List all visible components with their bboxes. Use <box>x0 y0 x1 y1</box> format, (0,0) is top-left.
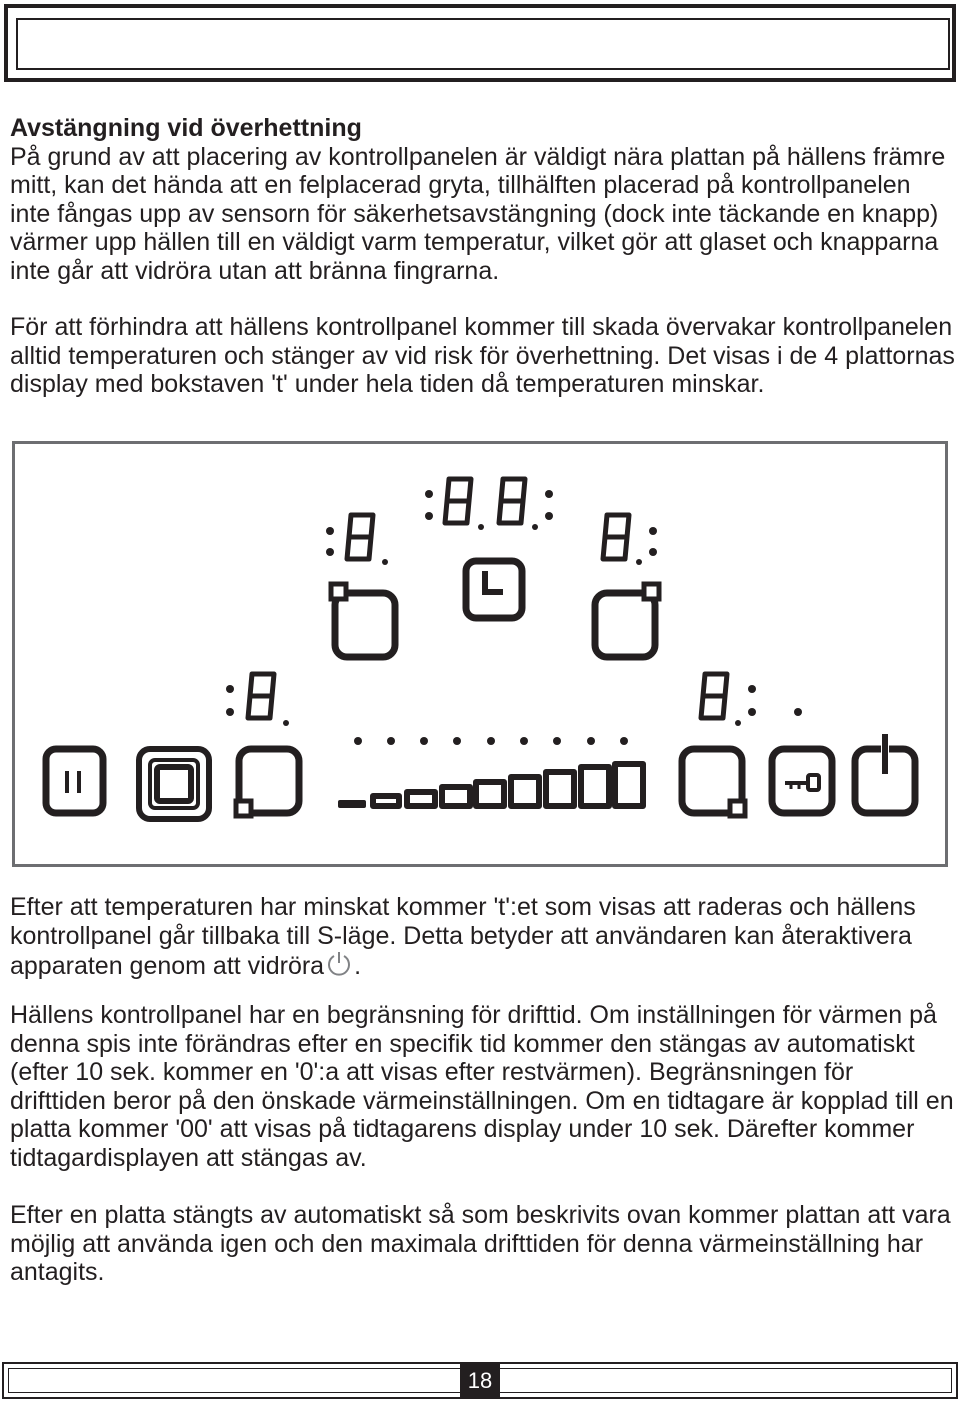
zone-rear-right-icon[interactable] <box>595 584 659 657</box>
zone-rear-left-icon[interactable] <box>331 584 395 657</box>
display-rear-left <box>326 515 388 565</box>
power-level-slider[interactable] <box>340 764 643 806</box>
section-heading: Avstängning vid överhettning <box>10 114 362 142</box>
page-number: 18 <box>460 1362 500 1399</box>
display-front-left <box>226 674 289 726</box>
section-reactivation <box>10 893 955 981</box>
timer-clock-icon[interactable] <box>466 561 522 618</box>
paragraph-reactivation <box>10 893 955 981</box>
control-panel-drawing <box>15 444 951 870</box>
header-inner-frame <box>16 18 950 70</box>
zone-front-right-icon[interactable] <box>682 749 745 816</box>
paragraph-temperature-monitoring: För att förhindra att hällens kontrollpanel kommer till skada övervakar kontrollpanelen alltid temperaturen och stänger av vid risk för överhettning. Det visas i de 4 plattornas display med bokstaven 't' under hela tiden då temperaturen minskar. <box>10 313 955 399</box>
section-restart <box>10 1201 955 1287</box>
pause-icon[interactable] <box>46 749 103 813</box>
header-frame <box>4 4 956 82</box>
paragraph-operating-time-limit: Hällens kontrollpanel har en begränsning för drifttid. Om inställningen för värmen på denna spis inte förändras efter en specifik tid kommer den stängas av automatiskt (efter 10 sek. kommer en '0':a att visas efter restvärmen). Begränsningen för drifttiden beror på den önskade värmeinställningen. Om en tidtagare är kopplad till en platta kommer '00' att visas på tidtagarens display under 10 sek. Därefter kommer tidtagardisplayen att stängas av. <box>10 1001 954 1172</box>
bridge-zone-icon[interactable] <box>139 749 209 819</box>
paragraph-restart: Efter en platta stängts av automatiskt så som beskrivits ovan kommer plattan att vara möjlig att använda igen och den maximala drifttiden för denna värmeinställning har antagits. <box>10 1201 951 1287</box>
paragraph-reactivation-text: Efter att temperaturen har minskat kommer 't':et som visas att raderas och hällens kontrollpanel går tillbaka till S-läge. Detta betyder att användaren kan återaktivera apparaten genom att vidröra <box>10 893 916 981</box>
control-panel-illustration <box>12 441 948 867</box>
key-lock-icon[interactable] <box>772 749 832 813</box>
power-icon[interactable] <box>855 734 915 813</box>
paragraph-overheating-cause: På grund av att placering av kontrollpanelen är väldigt nära plattan på hällens främre mitt, kan det hända att en felplacerad gryta, tillhälften placerad på kontrollpanelen inte fångas upp av sensorn för säkerhetsavstängning (dock inte täckande en knapp) värmer upp hällen till en väldigt varm temperatur, vilket gör att glaset och knapparna inte går att vidröra utan att bränna fingrarna. <box>10 142 946 285</box>
slider-level-dots <box>354 737 628 745</box>
display-timer <box>425 479 553 530</box>
paragraph-reactivation-end: . <box>354 952 362 981</box>
display-front-right <box>701 674 802 726</box>
display-rear-right <box>603 515 657 565</box>
section-time-limit <box>10 1001 955 1173</box>
zone-front-left-icon[interactable] <box>236 749 299 816</box>
section-monitoring <box>10 313 955 399</box>
section-intro <box>10 114 955 286</box>
power-icon <box>325 950 353 978</box>
